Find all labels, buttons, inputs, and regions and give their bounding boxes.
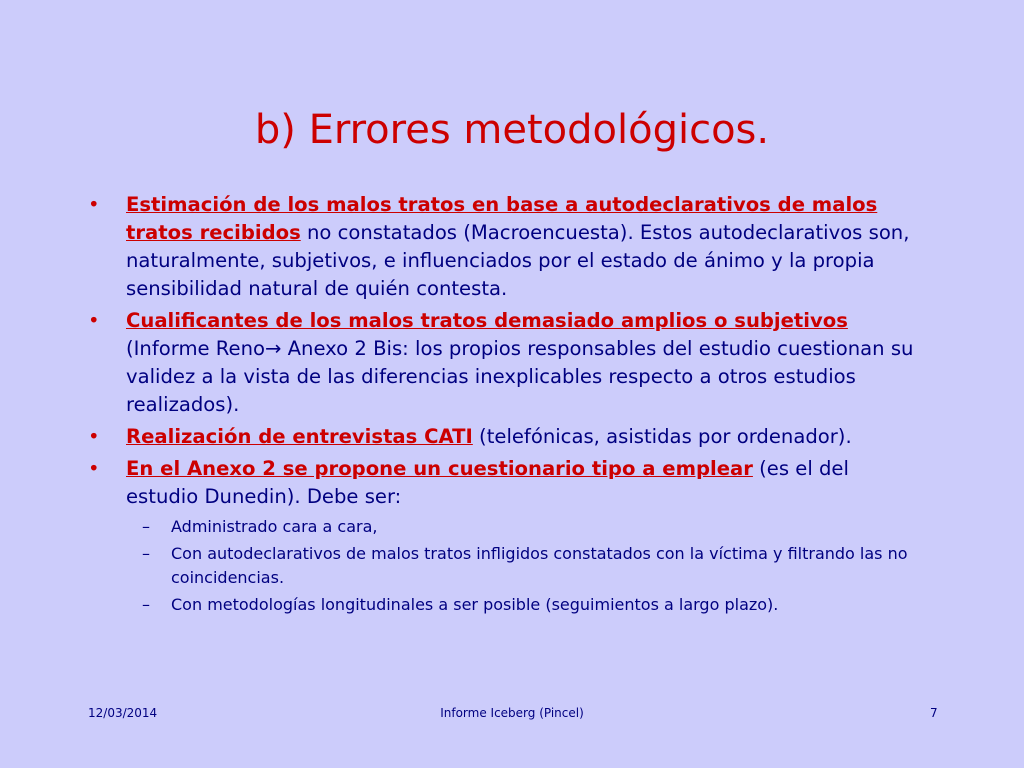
page-number: 7 xyxy=(930,706,938,720)
sub-bullet-marker: – xyxy=(142,517,150,536)
bullet-marker: • xyxy=(88,425,100,448)
sub-bullet-marker: – xyxy=(142,544,150,563)
sub-bullet-marker: – xyxy=(142,595,150,614)
slide-content xyxy=(0,191,1024,620)
bullet-emphasis: Realización de entrevistas CATI xyxy=(126,425,473,448)
footer-date: 12/03/2014 xyxy=(88,706,158,720)
bullet-item xyxy=(0,423,926,451)
bullet-marker: • xyxy=(88,309,100,332)
bullet-marker: • xyxy=(88,193,100,216)
bullet-text: (es el del estudio Dunedin). Debe ser: xyxy=(126,457,849,508)
bullet-item xyxy=(0,307,926,419)
bullet-text: no constatados (Macroencuesta). Estos autodeclarativos son, naturalmente, subjetivos, e influenciados por el estado de ánimo y la propia sensibilidad natural de quién contesta. xyxy=(126,221,910,300)
footer-title: Informe Iceberg (Pincel) xyxy=(440,706,584,720)
sub-bullet-item xyxy=(0,515,941,539)
sub-bullet-item xyxy=(0,593,941,617)
bullet-item xyxy=(0,191,926,303)
sub-bullet-item xyxy=(0,542,941,590)
bullet-emphasis: Estimación de los malos tratos en base a autodeclarativos de malos tratos recibidos xyxy=(126,193,878,244)
bullet-emphasis: Cualificantes de los malos tratos demasiado amplios o subjetivos xyxy=(126,309,848,332)
bullet-text: (Informe Reno→ Anexo 2 Bis: los propios responsables del estudio cuestionan su validez a la vista de las diferencias inexplicables respecto a otros estudios realizados). xyxy=(126,337,914,416)
sub-bullet-text: Administrado cara a cara, xyxy=(171,517,378,536)
slide-title: b) Errores metodológicos. xyxy=(254,107,770,153)
sub-bullet-text: Con metodologías longitudinales a ser posible (seguimientos a largo plazo). xyxy=(171,595,779,614)
bullet-text: (telefónicas, asistidas por ordenador). xyxy=(472,425,852,448)
bullet-marker: • xyxy=(88,457,100,480)
bullet-item xyxy=(0,455,926,511)
bullet-emphasis: En el Anexo 2 se propone un cuestionario tipo a emplear xyxy=(126,457,753,480)
sub-bullet-text: Con autodeclarativos de malos tratos infligidos constatados con la víctima y filtrando las no coincidencias. xyxy=(171,544,908,587)
